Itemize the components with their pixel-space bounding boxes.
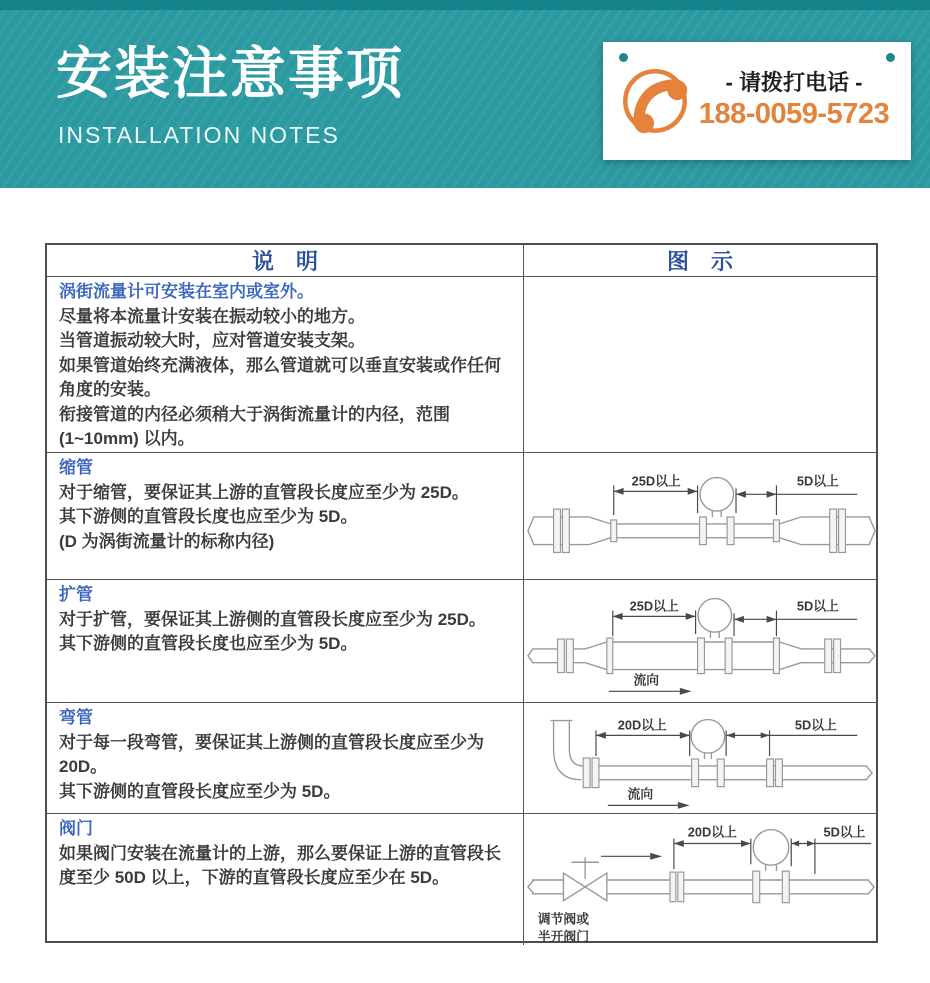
flow-direction-label: 流向 [627, 786, 654, 802]
row-line: 尽量将本流量计安装在振动较小的地方。 [59, 306, 365, 326]
phone-card [603, 42, 911, 160]
row-line: 其下游侧的直管段长度也应至少为 5D。 [59, 507, 358, 526]
row-line: 如果管道始终充满液体，那么管道就可以垂直安装或作任何角度的安装。 [59, 355, 501, 399]
row-line: 对于每一段弯管，要保证其上游侧的直管段长度应至少为 20D。 [59, 732, 484, 776]
row-title: 弯管 [59, 708, 93, 727]
table-row [47, 813, 876, 945]
flow-direction-label: 流向 [633, 672, 660, 688]
banner-top-strip [0, 0, 930, 10]
valve-note-line2: 半开阀门 [537, 929, 589, 944]
table-row [47, 579, 876, 702]
row-line: 如果阀门安装在流量计的上游，那么要保证上游的直管段长度至少 50D 以上，下游的直管段长度应至少在 5D。 [59, 843, 501, 887]
row-title: 阀门 [59, 819, 93, 838]
pin-dot-icon [619, 53, 628, 62]
row-description [47, 580, 524, 702]
row-line: 其下游侧的直管段长度应至少为 5D。 [59, 781, 341, 801]
table-row [47, 452, 876, 579]
row-line: 对于扩管，要保证其上游侧的直管段长度应至少为 25D。 [59, 609, 486, 629]
page-subtitle: INSTALLATION NOTES [58, 122, 340, 148]
row-line: 涡街流量计可安装在室内或室外。 [59, 282, 314, 301]
row-description [47, 453, 524, 579]
row-illustration [524, 580, 876, 702]
diagram-elbow-pipe [524, 705, 876, 813]
diagram-reducer-pipe [524, 455, 876, 577]
phone-call-label: - 请拨打电话 - [725, 70, 863, 96]
row-title: 缩管 [59, 458, 93, 477]
phone-icon [619, 65, 691, 137]
pin-dot-icon [886, 53, 895, 62]
page-title: 安装注意事项 [56, 42, 404, 105]
valve-note-line1: 调节阀或 [537, 911, 589, 927]
dimension-label-upstream: 25D以上 [631, 473, 681, 489]
row-line: 衔接管道的内径必须稍大于涡街流量计的内径，范围 (1~10mm) 以内。 [59, 404, 450, 448]
row-line: 其下游侧的直管段长度也应至少为 5D。 [59, 634, 358, 653]
dimension-label-upstream: 20D以上 [687, 824, 737, 840]
phone-text [691, 70, 897, 132]
row-description [47, 814, 524, 945]
phone-number: 188-0059-5723 [698, 98, 890, 131]
table-row [47, 276, 876, 452]
dimension-label-upstream: 25D以上 [629, 598, 679, 614]
dimension-label-upstream: 20D以上 [617, 717, 667, 733]
table-header-row [47, 245, 876, 276]
row-illustration [524, 703, 876, 813]
notes-table [45, 243, 878, 943]
dimension-label-downstream: 5D以上 [796, 473, 839, 489]
row-description [47, 703, 524, 813]
column-header-illustration: 图 示 [666, 249, 733, 274]
dimension-label-downstream: 5D以上 [823, 824, 866, 840]
dimension-label-downstream: 5D以上 [796, 598, 839, 614]
row-title: 扩管 [59, 585, 93, 604]
dimension-label-downstream: 5D以上 [794, 717, 837, 733]
row-illustration [524, 453, 876, 579]
diagram-valve-pipe [524, 816, 876, 944]
row-illustration-empty [524, 277, 876, 452]
header-banner [0, 0, 930, 188]
diagram-expander-pipe [524, 582, 876, 702]
row-line: (D 为涡街流量计的标称内径) [59, 531, 275, 551]
column-header-description: 说 明 [47, 245, 524, 276]
row-line: 当管道振动较大时，应对管道安装支架。 [59, 331, 365, 350]
row-line: 对于缩管，要保证其上游的直管段长度应至少为 25D。 [59, 482, 469, 502]
row-description [47, 277, 524, 452]
table-row [47, 702, 876, 813]
row-illustration [524, 814, 876, 945]
